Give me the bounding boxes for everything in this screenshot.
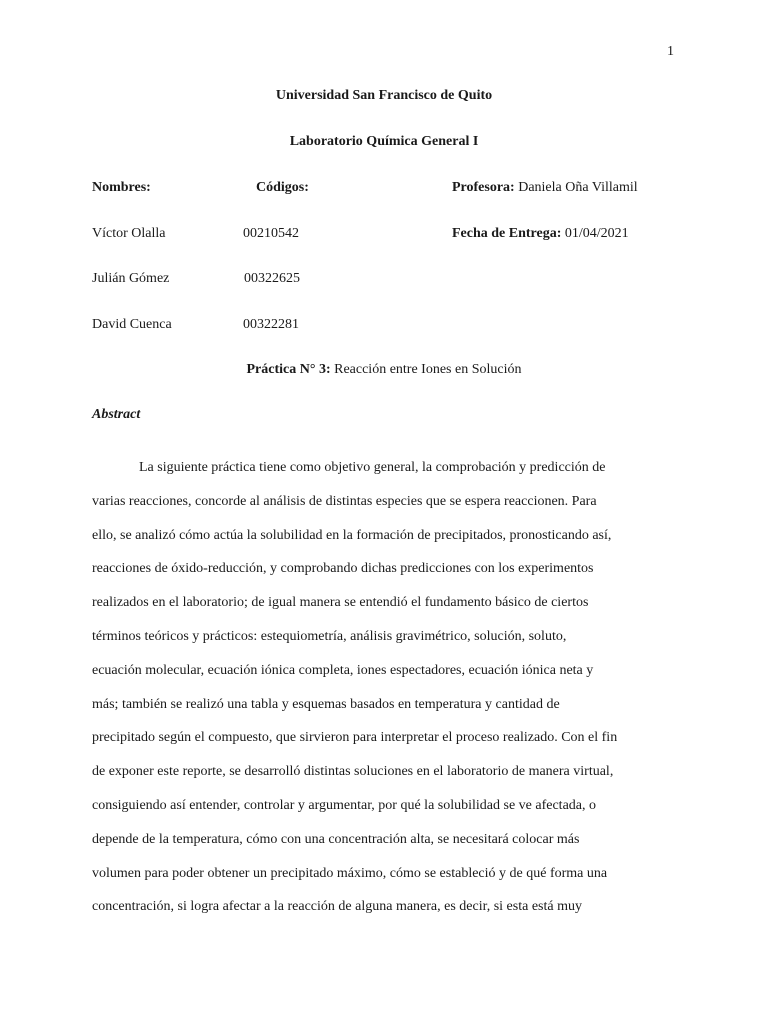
abstract-line: realizados en el laboratorio; de igual manera se entendió el fundamento básico de ciertos: [92, 595, 589, 611]
page-number: 1: [667, 44, 674, 59]
due-date-value: 01/04/2021: [564, 226, 629, 241]
student-code: 00322625: [244, 271, 300, 286]
abstract-body: [92, 451, 674, 924]
practice-title: [0, 362, 768, 378]
student-name: Julián Gómez: [92, 271, 170, 286]
university-title: Universidad San Francisco de Quito: [275, 88, 493, 103]
due-date-line: [452, 226, 629, 242]
names-label: Nombres:: [92, 180, 151, 195]
abstract-line: reacciones de óxido-reducción, y comprobando dichas predicciones con los experimentos: [92, 561, 594, 577]
course-title: Laboratorio Química General I: [289, 134, 479, 149]
abstract-line: volumen para poder obtener un precipitado máximo, cómo se estableció y de qué forma una: [92, 865, 608, 881]
professor-name: Daniela Oña Villamil: [518, 180, 638, 195]
abstract-line: precipitado según el compuesto, que sirvieron para interpretar el proceso realizado. Con el fin: [92, 730, 618, 746]
abstract-line: más; también se realizó una tabla y esquemas basados en temperatura y cantidad de: [92, 696, 560, 712]
student-name: David Cuenca: [92, 317, 172, 332]
student-code: 00322281: [243, 317, 299, 332]
abstract-line: ecuación molecular, ecuación iónica completa, iones espectadores, ecuación iónica neta y: [92, 662, 594, 678]
student-name: Víctor Olalla: [92, 226, 166, 241]
abstract-line: de exponer este reporte, se desarrolló distintas soluciones en el laboratorio de manera virtual,: [92, 764, 614, 780]
practice-name: Reacción entre Iones en Solución: [334, 362, 522, 377]
abstract-line: ello, se analizó cómo actúa la solubilidad en la formación de precipitados, pronosticando así,: [92, 527, 612, 543]
abstract-line: concentración, si logra afectar a la reacción de alguna manera, es decir, si esta está muy: [92, 899, 582, 915]
abstract-line: consiguiendo así entender, controlar y argumentar, por qué la solubilidad se ve afectada, o: [92, 797, 596, 813]
professor-line: [452, 180, 638, 196]
student-code: 00210542: [243, 226, 299, 241]
practice-label: Práctica N° 3:: [246, 362, 331, 377]
abstract-line: varias reacciones, concorde al análisis de distintas especies que se espera reaccionen. Para: [92, 493, 597, 509]
due-date-label: Fecha de Entrega:: [452, 226, 562, 241]
abstract-heading: Abstract: [92, 407, 141, 422]
abstract-line: depende de la temperatura, cómo con una concentración alta, se necesitará colocar más: [92, 831, 580, 847]
professor-label: Profesora:: [452, 180, 515, 195]
abstract-line: La siguiente práctica tiene como objetivo general, la comprobación y predicción de: [139, 460, 606, 475]
abstract-line: términos teóricos y prácticos: estequiometría, análisis gravimétrico, solución, soluto,: [92, 628, 567, 644]
codes-label: Códigos:: [256, 180, 309, 195]
